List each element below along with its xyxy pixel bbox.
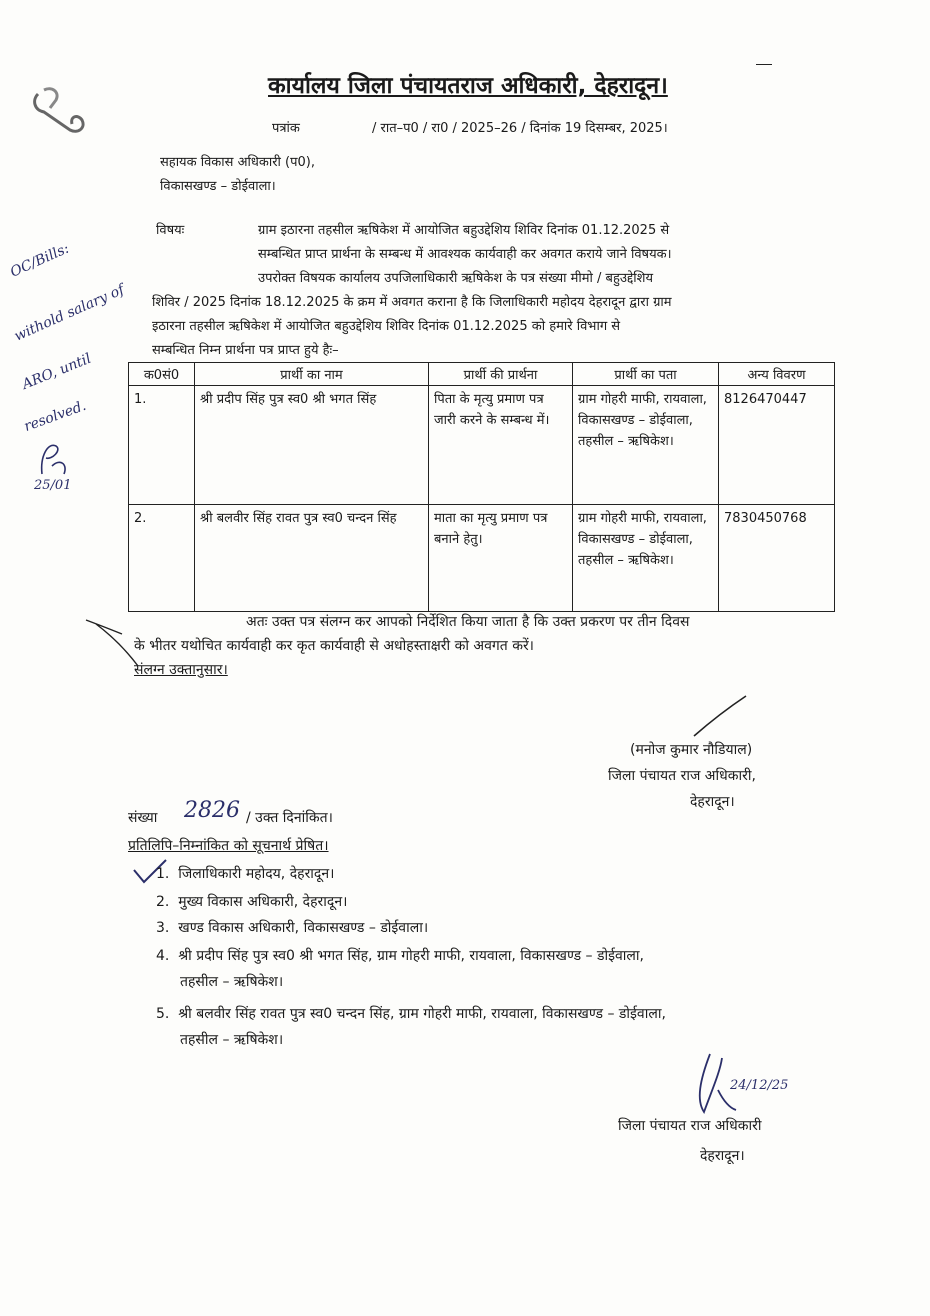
closing-line2: के भीतर यथोचित कार्यवाही कर कृत कार्यवाही से अधोहस्ताक्षरी को अवगत करें। (134, 638, 534, 654)
copy-item-num: 3. (156, 920, 170, 936)
body-line2: शिविर / 2025 दिनांक 18.12.2025 के क्रम में अवगत कराना है कि जिलाधिकारी महोदय देहरादून द्वारा ग्राम (152, 295, 672, 310)
col-header-other: अन्य विवरण (719, 363, 835, 386)
copy-item-3 (156, 918, 428, 937)
dispatch-number: 2826 (184, 798, 240, 823)
pen-mark (756, 64, 772, 65)
copy-item-2 (156, 892, 347, 911)
copy-item-text: जिलाधिकारी महोदय, देहरादून। (178, 866, 335, 882)
copy-item-num: 4. (156, 948, 170, 964)
copy-item-4-cont: तहसील – ऋषिकेश। (180, 974, 284, 990)
handwritten-note-3: ARO, until (20, 350, 94, 393)
subject-label: विषयः (156, 223, 185, 238)
cell-name: श्री प्रदीप सिंह पुत्र स्व0 श्री भगत सिंह (195, 386, 429, 505)
signatory2-place: देहरादून। (700, 1148, 745, 1164)
dispatch-label: संख्या (128, 810, 158, 826)
addressee-line2: विकासखण्ड – डोईवाला। (160, 179, 276, 194)
body-line1: उपरोक्त विषयक कार्यालय उपजिलाधिकारी ऋषिकेश के पत्र संख्या मीमो / बहुउद्देशिय (258, 271, 654, 286)
closing-line1: अतः उक्त पत्र संलग्न कर आपको निर्देशित किया जाता है कि उक्त प्रकरण पर तीन दिवस (246, 614, 690, 630)
signatory-name: (मनोज कुमार नौडियाल) (630, 742, 753, 758)
cell-name: श्री बलवीर सिंह रावत पुत्र स्व0 चन्दन सिंह (195, 505, 429, 612)
table-row (129, 505, 835, 612)
cell-address: ग्राम गोहरी माफी, रायवाला, विकासखण्ड – डोईवाला, तहसील – ऋषिकेश। (573, 505, 719, 612)
handwritten-note-2: withold salary of (12, 281, 127, 345)
handwritten-note-1: OC/Bills: (8, 240, 72, 281)
cell-request: माता का मृत्यु प्रमाण पत्र बनाने हेतु। (429, 505, 573, 612)
signatory-designation: जिला पंचायत राज अधिकारी, (608, 768, 756, 784)
copy-item-4 (156, 946, 644, 965)
handwritten-note-date: 25/01 (34, 478, 72, 493)
dispatch-suffix: / उक्त दिनांकित। (246, 810, 333, 826)
cell-other: 8126470447 (719, 386, 835, 505)
copy-item-num: 1. (156, 866, 170, 882)
col-header-sn: क0सं0 (129, 363, 195, 386)
copy-item-text: खण्ड विकास अधिकारी, विकासखण्ड – डोईवाला। (178, 920, 429, 936)
copy-item-5-cont: तहसील – ऋषिकेश। (180, 1032, 284, 1048)
signatory2-designation: जिला पंचायत राज अधिकारी (618, 1118, 762, 1134)
signatory-place: देहरादून। (690, 794, 735, 810)
col-header-address: प्रार्थी का पता (573, 363, 719, 386)
table-header-row (129, 363, 835, 386)
signature-mark (690, 692, 750, 740)
body-line4: सम्बन्धित निम्न प्रार्थना पत्र प्राप्त हुये हैः– (152, 343, 339, 358)
cell-sn: 1. (129, 386, 195, 505)
col-header-request: प्रार्थी की प्रार्थना (429, 363, 573, 386)
applications-table (128, 362, 835, 612)
copies-heading: प्रतिलिपि–निम्नांकित को सूचनार्थ प्रेषित। (128, 838, 329, 854)
ref-label: पत्रांक (272, 121, 300, 136)
addressee-line1: सहायक विकास अधिकारी (प0), (160, 155, 315, 170)
copy-item-text: श्री प्रदीप सिंह पुत्र स्व0 श्री भगत सिंह, ग्राम गोहरी माफी, रायवाला, विकासखण्ड – डोईवाला, (178, 948, 644, 964)
copy-item-text: मुख्य विकास अधिकारी, देहरादून। (178, 894, 348, 910)
handwritten-note-4: resolved. (22, 397, 89, 436)
body-line3: इठारना तहसील ऋषिकेश में आयोजित बहुउद्देशिय शिविर दिनांक 01.12.2025 को हमारे विभाग से (152, 319, 621, 334)
copy-item-1 (156, 864, 334, 883)
table-row (129, 386, 835, 505)
cell-other: 7830450768 (719, 505, 835, 612)
cell-request: पिता के मृत्यु प्रमाण पत्र जारी करने के सम्बन्ध में। (429, 386, 573, 505)
cell-sn: 2. (129, 505, 195, 612)
copy-item-num: 2. (156, 894, 170, 910)
office-title: कार्यालय जिला पंचायतराज अधिकारी, देहरादून। (268, 73, 668, 99)
handwritten-sig-date: 24/12/25 (730, 1078, 789, 1093)
copy-item-text: श्री बलवीर सिंह रावत पुत्र स्व0 चन्दन सिंह, ग्राम गोहरी माफी, रायवाला, विकासखण्ड – डोईवाला, (178, 1006, 666, 1022)
subject-line1: ग्राम इठारना तहसील ऋषिकेश में आयोजित बहुउद्देशिय शिविर दिनांक 01.12.2025 से (258, 223, 670, 238)
copy-item-num: 5. (156, 1006, 170, 1022)
ref-text: / रात–प0 / रा0 / 2025–26 / दिनांक 19 दिसम्बर, 2025। (372, 121, 668, 136)
col-header-name: प्रार्थी का नाम (195, 363, 429, 386)
subject-line2: सम्बन्धित प्राप्त प्रार्थना के सम्बन्ध में आवश्यक कार्यवाही कर अवगत कराये जाने विषयक। (258, 247, 672, 262)
cell-address: ग्राम गोहरी माफी, रायवाला, विकासखण्ड – डोईवाला, तहसील – ऋषिकेश। (573, 386, 719, 505)
staple-clip-icon (30, 84, 90, 146)
copy-item-5 (156, 1004, 666, 1023)
enclosure-note: संलग्न उक्तानुसार। (134, 662, 228, 678)
handwritten-initials-mark (34, 436, 74, 478)
bracket-mark (82, 600, 142, 670)
